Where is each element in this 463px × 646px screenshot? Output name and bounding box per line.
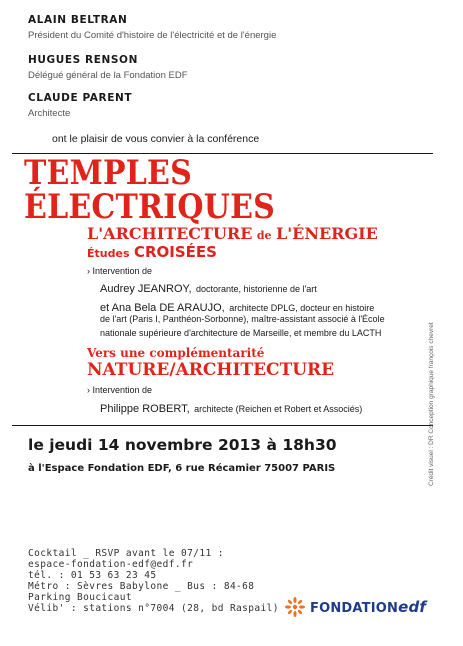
event-place: à l'Espace Fondation EDF, 6 rue Récamier 75007 PARIS [28, 463, 336, 474]
credit-text: Crédit visuel : DR Conception graphique françois chevret [428, 322, 435, 486]
title-line-1: TEMPLES [24, 153, 192, 193]
croisees-label: CROISÉES [133, 243, 217, 261]
speaker-2-desc-2: de l'art (Paris I, Panthéon-Sorbonne), maître-assistant associé à l'École [100, 314, 385, 324]
event-date: le jeudi 14 novembre 2013 à 18h30 [28, 436, 337, 454]
host-role-2: Délégué général de la Fondation EDF [28, 70, 188, 81]
title-line-2: ÉLECTRIQUES [24, 187, 276, 227]
speaker-2-name: et Ana Bela DE ARAUJO, [100, 302, 225, 314]
logo-fondation: FONDATION [310, 601, 399, 616]
host-name-1: ALAIN BELTRAN [28, 14, 128, 26]
practical-velib: Vélib' : stations n°7004 (28, bd Raspail) [28, 603, 279, 614]
practical-line-1: Cocktail _ RSVP avant le 07/11 : [28, 548, 224, 559]
part1-label: › Intervention de [87, 266, 153, 276]
speaker-3-desc: architecte (Reichen et Robert et Associés) [194, 404, 363, 414]
host-name-3: CLAUDE PARENT [28, 92, 133, 104]
intro-text: ont le plaisir de vous convier à la conférence [52, 133, 260, 145]
fondation-edf-logo [284, 596, 426, 618]
etudes-croisees [87, 243, 217, 262]
practical-email[interactable]: espace-fondation-edf@edf.fr [28, 559, 194, 570]
host-role-1: Président du Comité d'histoire de l'électricité et de l'énergie [28, 30, 277, 41]
speaker-1-desc: doctorante, historienne de l'art [195, 284, 317, 294]
subtitle-energie: L'ÉNERGIE [276, 224, 378, 243]
practical-phone: tél. : 01 53 63 23 45 [28, 570, 157, 581]
speaker-3-name: Philippe ROBERT, [100, 403, 190, 415]
practical-parking: Parking Boucicaut [28, 592, 133, 603]
speaker-1 [100, 279, 317, 297]
part2-heading: Vers une complémentarité [87, 346, 265, 360]
host-role-3: Architecte [28, 108, 71, 119]
subtitle-de: de [256, 229, 272, 242]
speaker-3 [100, 399, 362, 417]
logo-edf: edf [398, 598, 427, 616]
speaker-2-desc-3: nationale supérieure d'architecture de Marseille, et membre du LACTH [100, 328, 382, 338]
part2-label: › Intervention de [87, 385, 153, 395]
part2-title: NATURE/ARCHITECTURE [87, 360, 335, 380]
speaker-2-desc: architecte DPLG, docteur en histoire [229, 303, 375, 313]
etudes-label: Études [87, 247, 130, 260]
subtitle-architecture: L'ARCHITECTURE [87, 224, 253, 243]
edf-sunburst-icon [284, 596, 306, 618]
bottom-divider [12, 425, 433, 426]
logo-text [310, 598, 426, 616]
practical-transport: Métro : Sèvres Babylone _ Bus : 84-68 [28, 581, 255, 592]
host-name-2: HUGUES RENSON [28, 54, 138, 66]
subtitle [87, 224, 378, 244]
speaker-1-name: Audrey JEANROY, [100, 283, 192, 295]
